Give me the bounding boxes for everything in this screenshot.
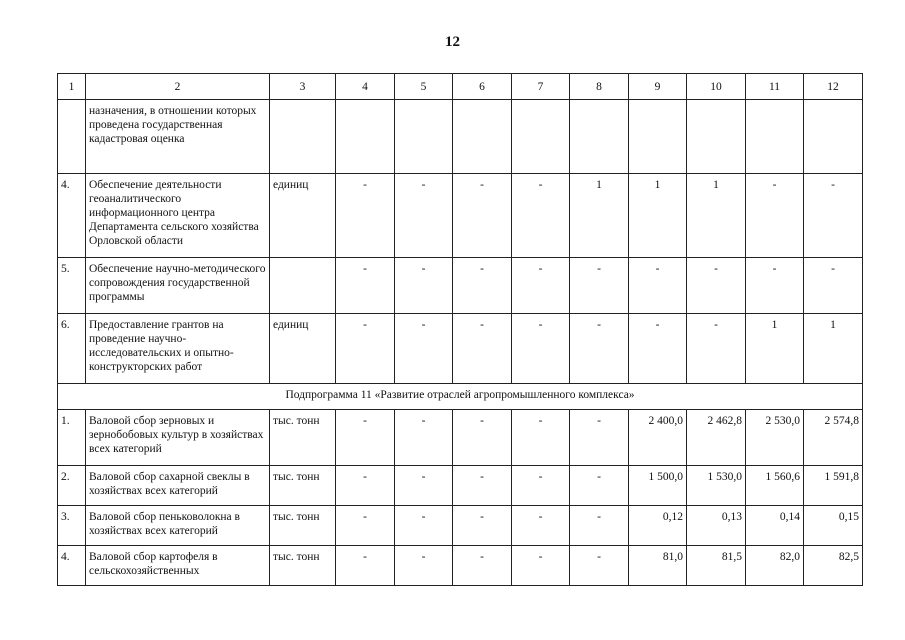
- column-header: 3: [270, 74, 336, 100]
- value-cell: -: [336, 546, 395, 586]
- value-cell: -: [570, 466, 629, 506]
- value-cell: 0,15: [804, 506, 863, 546]
- value-cell: -: [336, 466, 395, 506]
- value-cell: -: [629, 258, 687, 314]
- value-cell: 2 530,0: [746, 410, 804, 466]
- subprogram-row: [58, 384, 863, 410]
- value-cell: 1: [746, 314, 804, 384]
- unit-cell: тыс. тонн: [270, 466, 336, 506]
- column-header: 9: [629, 74, 687, 100]
- column-header: 1: [58, 74, 86, 100]
- header-row: [58, 74, 863, 100]
- table-row: [58, 174, 863, 258]
- value-cell: -: [512, 410, 570, 466]
- value-cell: -: [746, 258, 804, 314]
- value-cell: 1 530,0: [687, 466, 746, 506]
- value-cell: -: [336, 314, 395, 384]
- value-cell: [336, 100, 395, 174]
- indicator-name: Предоставление грантов на проведение научно-исследовательских и опытно-конструкторских работ: [86, 314, 270, 384]
- value-cell: -: [570, 506, 629, 546]
- table-row: [58, 314, 863, 384]
- value-cell: 1: [570, 174, 629, 258]
- row-number: 1.: [58, 410, 86, 466]
- value-cell: -: [395, 546, 453, 586]
- table-row: [58, 546, 863, 586]
- value-cell: 0,14: [746, 506, 804, 546]
- row-number: 4.: [58, 546, 86, 586]
- indicator-name: Обеспечение научно-методического сопровождения государственной программы: [86, 258, 270, 314]
- table-row: [58, 506, 863, 546]
- value-cell: -: [512, 174, 570, 258]
- value-cell: -: [629, 314, 687, 384]
- indicator-name: Обеспечение деятельности геоаналитического информационного центра Департамента сельского хозяйства Орловской области: [86, 174, 270, 258]
- value-cell: -: [395, 174, 453, 258]
- value-cell: -: [453, 466, 512, 506]
- indicator-name: Валовой сбор сахарной свеклы в хозяйствах всех категорий: [86, 466, 270, 506]
- value-cell: -: [336, 174, 395, 258]
- indicators-table: [57, 73, 863, 586]
- table-row: [58, 466, 863, 506]
- value-cell: -: [453, 506, 512, 546]
- value-cell: 82,5: [804, 546, 863, 586]
- value-cell: -: [512, 506, 570, 546]
- value-cell: -: [453, 410, 512, 466]
- value-cell: 1 591,8: [804, 466, 863, 506]
- value-cell: -: [336, 410, 395, 466]
- table-row: [58, 258, 863, 314]
- value-cell: 0,13: [687, 506, 746, 546]
- value-cell: -: [512, 546, 570, 586]
- value-cell: -: [570, 314, 629, 384]
- indicator-name: Валовой сбор пеньковолокна в хозяйствах всех категорий: [86, 506, 270, 546]
- value-cell: 1: [804, 314, 863, 384]
- value-cell: -: [570, 258, 629, 314]
- value-cell: -: [395, 466, 453, 506]
- value-cell: 81,0: [629, 546, 687, 586]
- row-number: [58, 100, 86, 174]
- value-cell: 2 574,8: [804, 410, 863, 466]
- value-cell: 82,0: [746, 546, 804, 586]
- column-header: 8: [570, 74, 629, 100]
- value-cell: 0,12: [629, 506, 687, 546]
- value-cell: -: [512, 258, 570, 314]
- value-cell: -: [395, 258, 453, 314]
- value-cell: [453, 100, 512, 174]
- unit-cell: [270, 100, 336, 174]
- unit-cell: тыс. тонн: [270, 546, 336, 586]
- value-cell: -: [746, 174, 804, 258]
- value-cell: 1: [687, 174, 746, 258]
- value-cell: [746, 100, 804, 174]
- indicator-name: назначения, в отношении которых проведена государственная кадастровая оценка: [86, 100, 270, 174]
- value-cell: -: [804, 174, 863, 258]
- unit-cell: единиц: [270, 174, 336, 258]
- indicator-name: Валовой сбор зерновых и зернобобовых культур в хозяйствах всех категорий: [86, 410, 270, 466]
- unit-cell: [270, 258, 336, 314]
- table-row: [58, 410, 863, 466]
- value-cell: 1 560,6: [746, 466, 804, 506]
- value-cell: -: [687, 258, 746, 314]
- value-cell: [512, 100, 570, 174]
- column-header: 11: [746, 74, 804, 100]
- subprogram-title: Подпрограмма 11 «Развитие отраслей агропромышленного комплекса»: [58, 384, 863, 410]
- value-cell: -: [336, 506, 395, 546]
- value-cell: -: [512, 466, 570, 506]
- table-row: [58, 100, 863, 174]
- row-number: 4.: [58, 174, 86, 258]
- value-cell: 1: [629, 174, 687, 258]
- value-cell: [395, 100, 453, 174]
- column-header: 2: [86, 74, 270, 100]
- value-cell: -: [453, 546, 512, 586]
- value-cell: 81,5: [687, 546, 746, 586]
- column-header: 6: [453, 74, 512, 100]
- value-cell: -: [453, 314, 512, 384]
- value-cell: -: [395, 410, 453, 466]
- value-cell: [804, 100, 863, 174]
- value-cell: 2 462,8: [687, 410, 746, 466]
- value-cell: 2 400,0: [629, 410, 687, 466]
- value-cell: -: [453, 174, 512, 258]
- unit-cell: тыс. тонн: [270, 506, 336, 546]
- row-number: 2.: [58, 466, 86, 506]
- value-cell: 1 500,0: [629, 466, 687, 506]
- column-header: 4: [336, 74, 395, 100]
- value-cell: -: [570, 546, 629, 586]
- value-cell: -: [395, 314, 453, 384]
- value-cell: -: [395, 506, 453, 546]
- page-number: 12: [445, 34, 460, 50]
- row-number: 5.: [58, 258, 86, 314]
- column-header: 5: [395, 74, 453, 100]
- value-cell: -: [336, 258, 395, 314]
- value-cell: [687, 100, 746, 174]
- column-header: 12: [804, 74, 863, 100]
- value-cell: -: [687, 314, 746, 384]
- column-header: 7: [512, 74, 570, 100]
- value-cell: -: [512, 314, 570, 384]
- value-cell: -: [570, 410, 629, 466]
- row-number: 3.: [58, 506, 86, 546]
- row-number: 6.: [58, 314, 86, 384]
- value-cell: [629, 100, 687, 174]
- value-cell: [570, 100, 629, 174]
- value-cell: -: [453, 258, 512, 314]
- column-header: 10: [687, 74, 746, 100]
- unit-cell: тыс. тонн: [270, 410, 336, 466]
- unit-cell: единиц: [270, 314, 336, 384]
- value-cell: -: [804, 258, 863, 314]
- indicator-name: Валовой сбор картофеля в сельскохозяйственных: [86, 546, 270, 586]
